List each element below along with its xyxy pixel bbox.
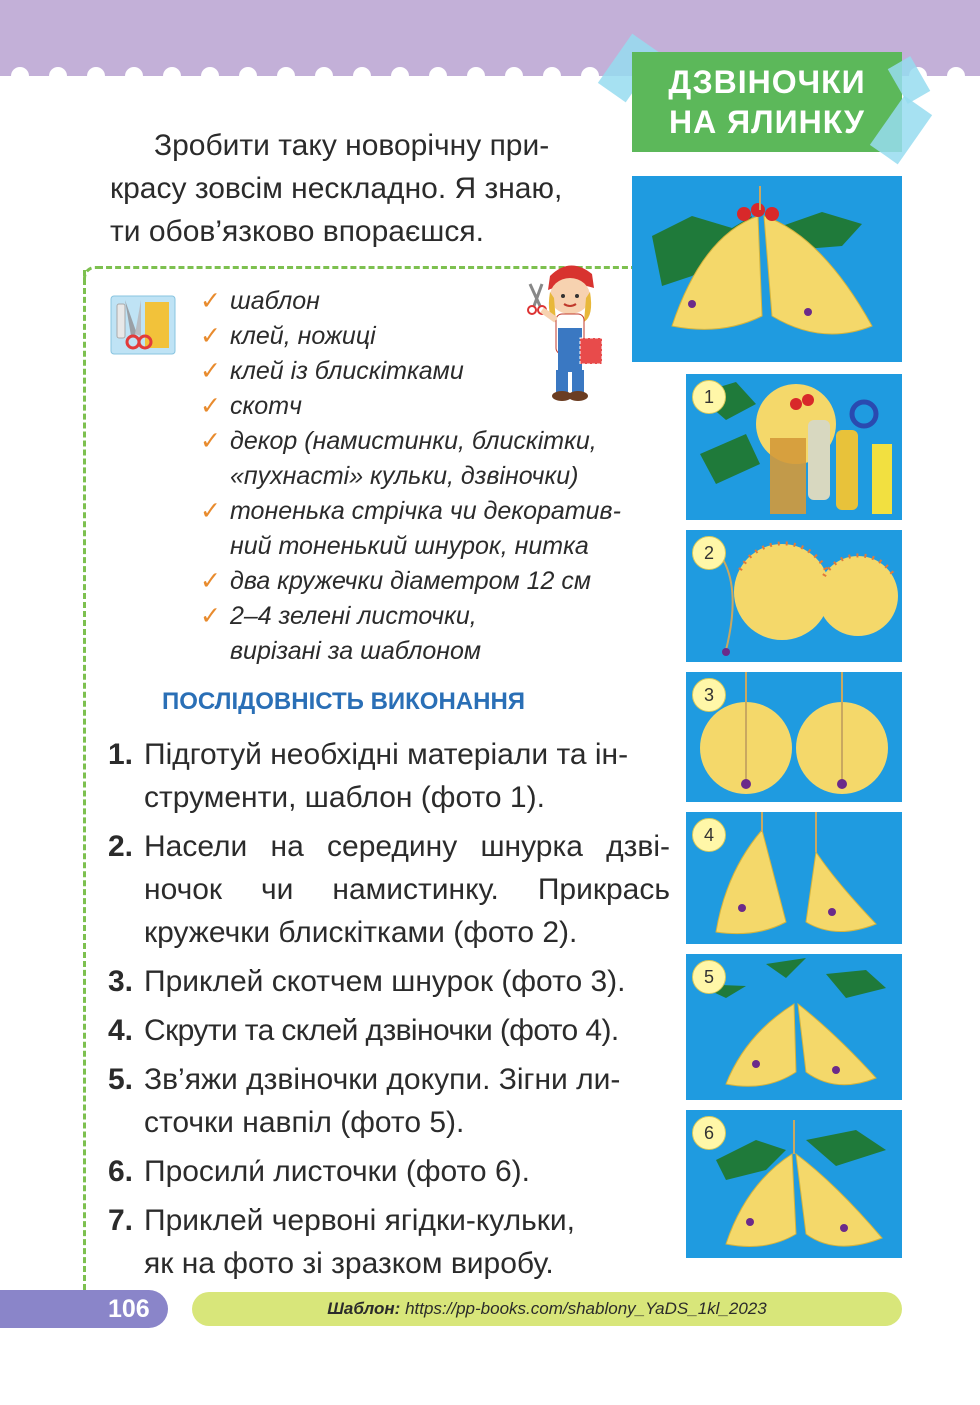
check-icon: ✓: [200, 287, 221, 315]
step-item: [108, 733, 670, 819]
material-text: клей, ножиці: [230, 322, 376, 350]
check-icon: ✓: [200, 357, 221, 385]
step-text: Скрути та склей дзвіночки (фото 4).: [144, 1014, 619, 1047]
sequence-title: ПОСЛІДОВНІСТЬ ВИКОНАННЯ: [162, 688, 526, 715]
material-text: тоненька стрічка чи декоратив-: [230, 497, 621, 525]
step-item: [108, 1058, 670, 1144]
step-text: Зв’яжи дзвіночки докупи. Зігни ли-: [144, 1063, 621, 1096]
materials-list: [200, 284, 660, 669]
step-number: 1.: [108, 738, 134, 771]
check-icon: ✓: [200, 567, 221, 595]
check-icon: ✓: [200, 427, 221, 455]
page-title-line-2: НА ЯЛИНКУ: [669, 104, 865, 140]
step-text: струменти, шаблон (фото 1).: [144, 781, 545, 814]
material-item: [200, 494, 660, 564]
main-bells-photo: [632, 176, 902, 362]
page-number: 106: [108, 1295, 150, 1323]
template-link-bar: [192, 1292, 902, 1326]
steps-list: [108, 733, 670, 1291]
step-text: ночок чи намистинку. Прикрась: [144, 873, 670, 906]
step-text: як на фото зі зразком виробу.: [144, 1247, 554, 1280]
step-number: 6.: [108, 1155, 134, 1188]
step-photo-3: [686, 672, 902, 802]
step-number: 2.: [108, 830, 134, 863]
step-text: Приклей скотчем шнурок (фото 3).: [144, 965, 626, 998]
material-text: клей із блискітками: [230, 357, 464, 385]
step-photo-4: [686, 812, 902, 944]
page-title: [632, 52, 902, 152]
material-item: [200, 354, 660, 389]
step-text: кружечки блискітками (фото 2).: [144, 916, 578, 949]
step-photo-6: [686, 1110, 902, 1258]
photo-badge: 6: [692, 1116, 726, 1150]
material-item: [200, 564, 660, 599]
photo-badge: 1: [692, 380, 726, 414]
material-text: декор (намистинки, блискітки,: [230, 427, 597, 455]
step-text: Підготуй необхідні матеріали та ін-: [144, 738, 629, 771]
scissors-glue-icon: [107, 290, 179, 358]
step-item: [108, 960, 670, 1003]
frame-left-border: [83, 270, 86, 1290]
material-item: [200, 284, 660, 319]
photo-badge: 4: [692, 818, 726, 852]
material-item: [200, 319, 660, 354]
photo-badge: 5: [692, 960, 726, 994]
check-icon: ✓: [200, 322, 221, 350]
template-label: Шаблон:: [327, 1299, 401, 1318]
intro-line: ти обов’язково впораєшся.: [110, 215, 484, 248]
intro-text: [110, 124, 600, 253]
intro-line: красу зовсім нескладно. Я знаю,: [110, 172, 563, 205]
step-text: Приклей червоні ягідки-кульки,: [144, 1204, 575, 1237]
page-title-line-1: ДЗВІНОЧКИ: [668, 64, 866, 100]
step-item: [108, 825, 670, 954]
step-item: [108, 1150, 670, 1193]
step-item: [108, 1009, 670, 1052]
material-item: [200, 424, 660, 494]
step-text: Насели на середину шнурка дзві-: [144, 830, 670, 863]
step-number: 3.: [108, 965, 134, 998]
step-text: Просили́ листочки (фото 6).: [144, 1155, 530, 1188]
step-number: 7.: [108, 1204, 134, 1237]
step-text: сточки навпіл (фото 5).: [144, 1106, 465, 1139]
material-text: ний тоненький шнурок, нитка: [230, 532, 589, 560]
intro-line: Зробити таку новорічну при-: [154, 129, 550, 162]
material-text: вирізані за шаблоном: [230, 637, 482, 665]
step-item: [108, 1199, 670, 1285]
check-icon: ✓: [200, 392, 221, 420]
material-text: 2–4 зелені листочки,: [230, 602, 477, 630]
photo-badge: 2: [692, 536, 726, 570]
step-number: 5.: [108, 1063, 134, 1096]
step-photo-2: [686, 530, 902, 662]
material-text: шаблон: [230, 287, 320, 315]
material-text: «пухнасті» кульки, дзвіночки): [230, 462, 579, 490]
check-icon: ✓: [200, 602, 221, 630]
step-number: 4.: [108, 1014, 134, 1047]
step-photo-1: [686, 374, 902, 520]
step-photo-5: [686, 954, 902, 1100]
material-text: два кружечки діаметром 12 см: [230, 567, 591, 595]
material-item: [200, 599, 660, 669]
template-url[interactable]: https://pp-books.com/shablony_YaDS_1kl_2023: [405, 1299, 767, 1318]
material-item: [200, 389, 660, 424]
photo-badge: 3: [692, 678, 726, 712]
material-text: скотч: [230, 392, 302, 420]
check-icon: ✓: [200, 497, 221, 525]
